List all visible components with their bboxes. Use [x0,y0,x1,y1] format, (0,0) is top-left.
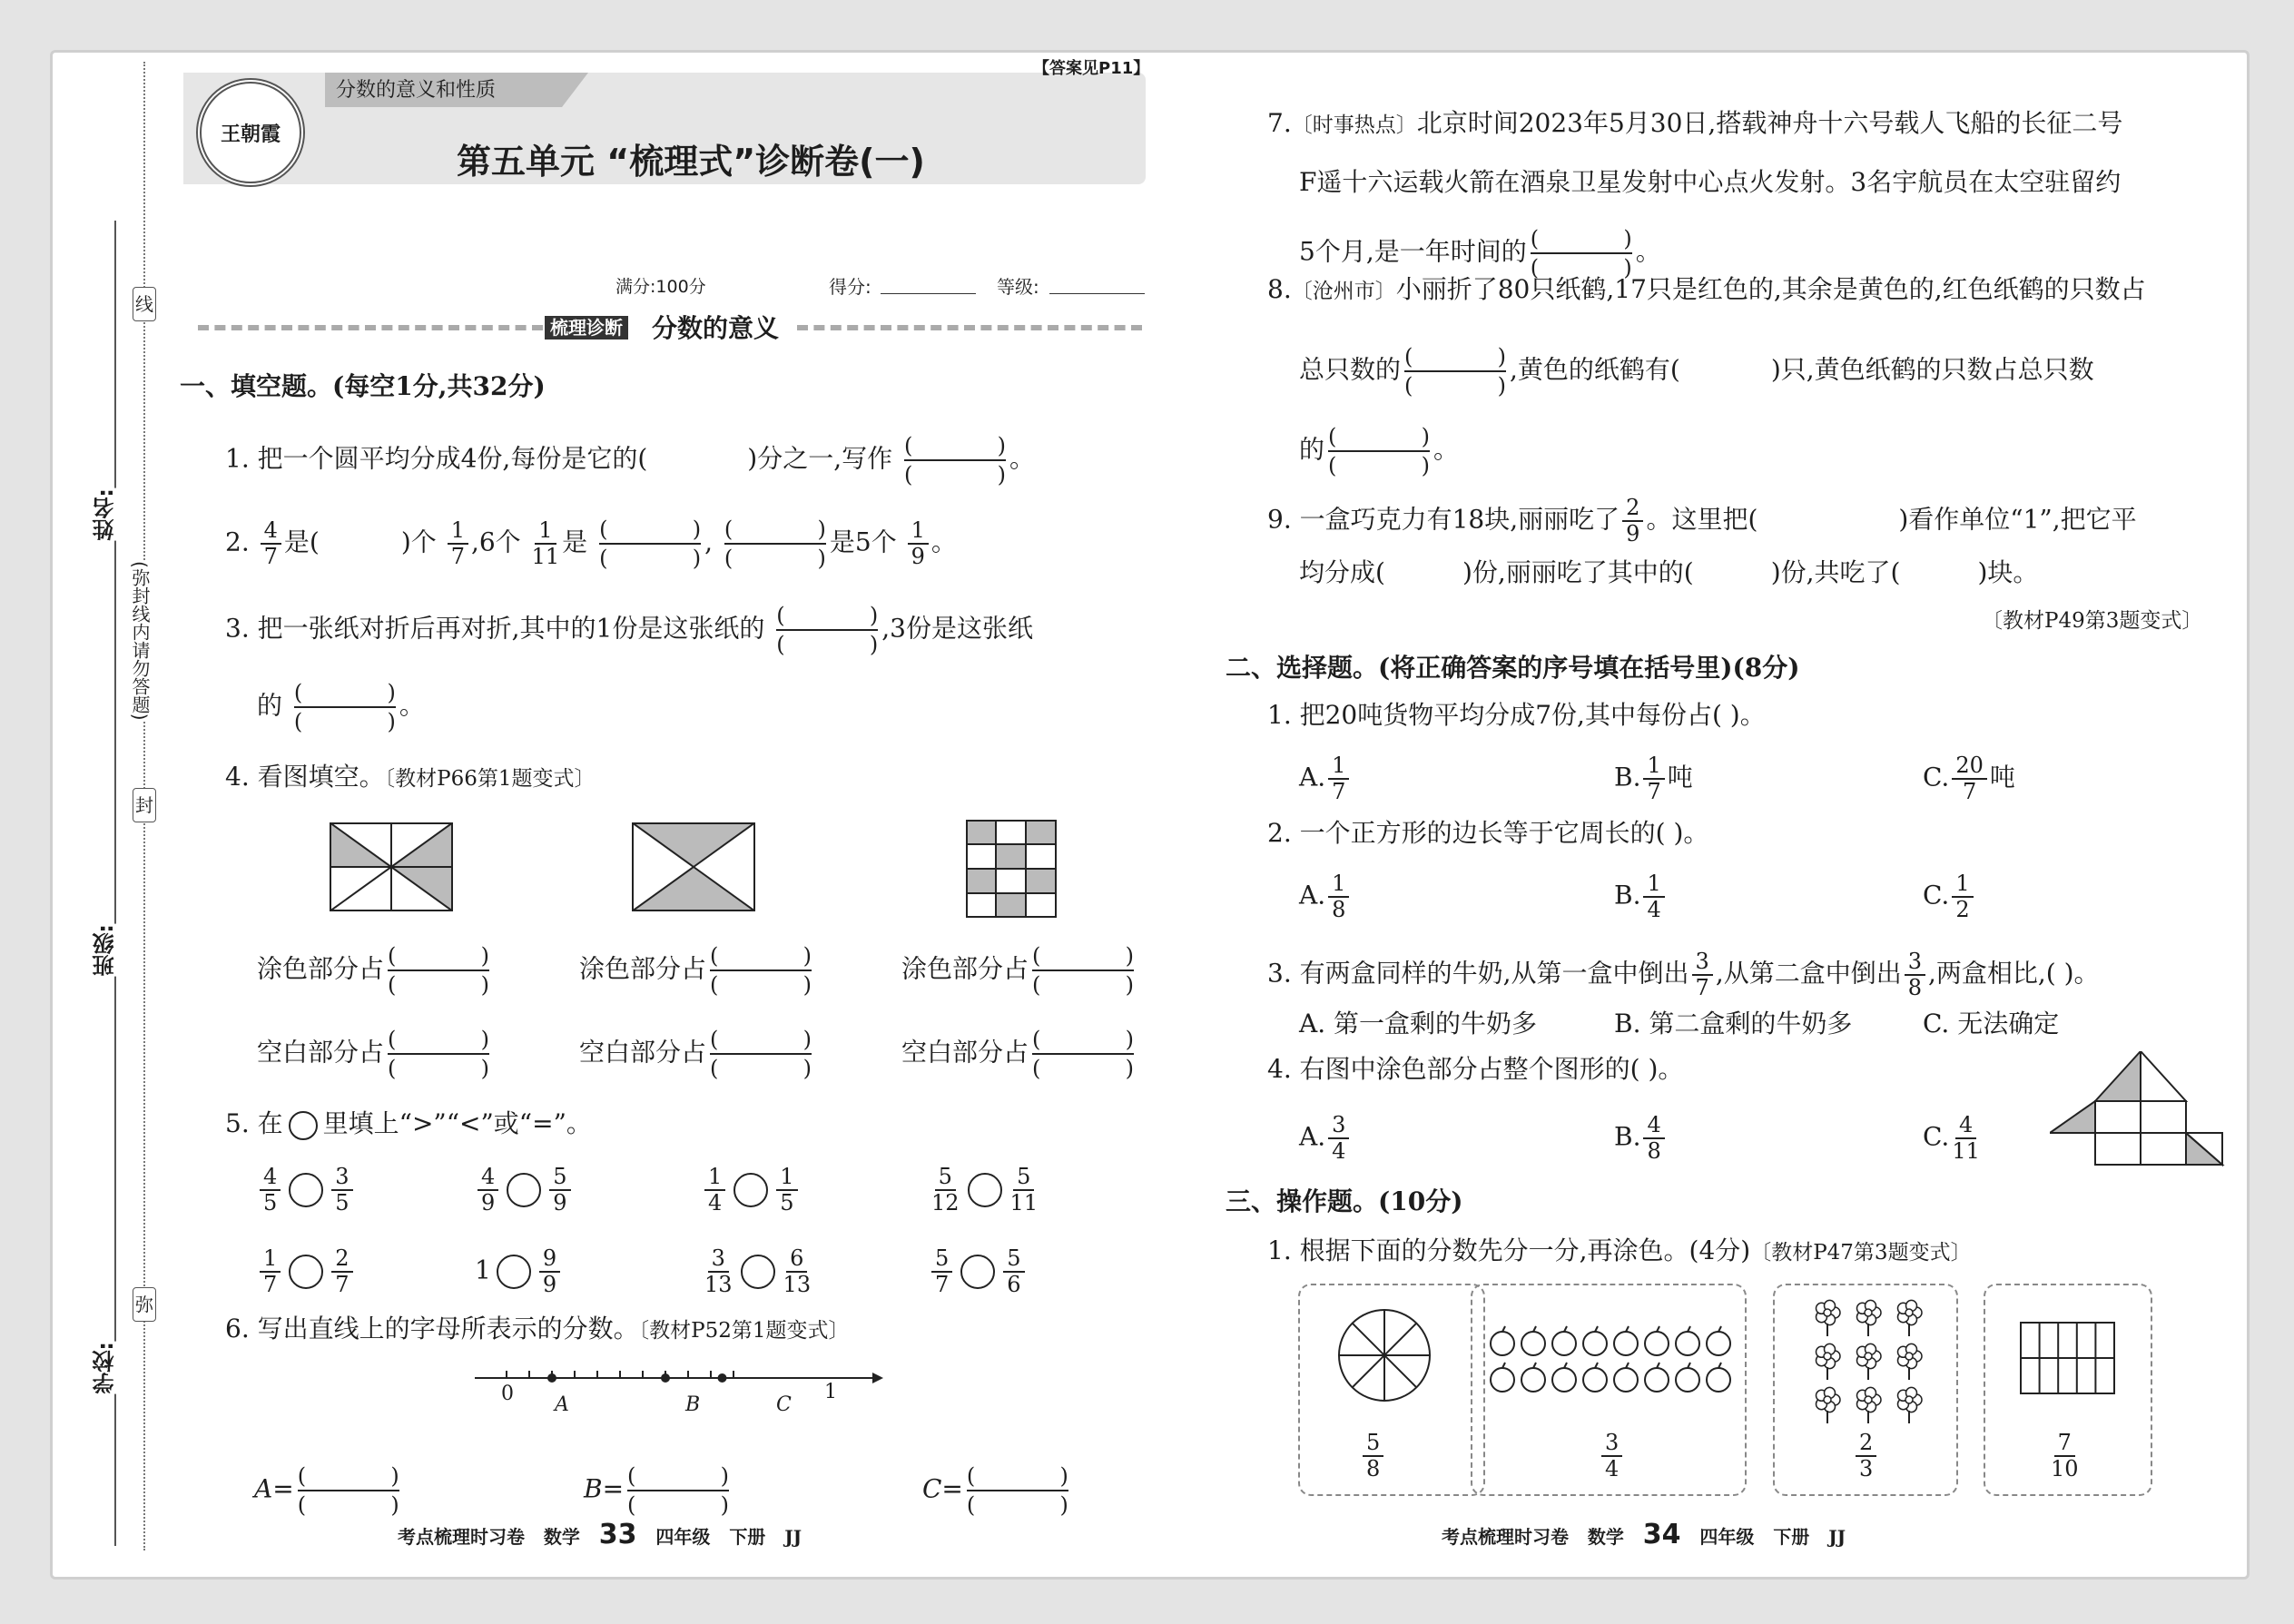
nl-A: A [555,1393,569,1416]
op-grid [2020,1322,2115,1394]
compare-circle[interactable] [289,1173,323,1207]
page-title: 第五单元 “梳理式”诊断卷(一) [457,142,925,182]
q2-frac3: $\frac{1}{11}$ [531,517,560,569]
op-circle [1334,1305,1434,1405]
q4-shaded-1: 涂色部分占 ( ) ( ) [257,943,490,998]
binding-xian: 线 [133,287,156,321]
q5-pair: $\frac{5}{12}$ $\frac{5}{11}$ [931,1164,1039,1216]
q3-blank1[interactable]: ( ) ( ) [776,603,879,657]
section-dashes-left [198,325,543,330]
q7-line1: 7.〔时事热点〕北京时间2023年5月30日,搭载神舟十六号载人飞船的长征二号 [1267,108,2123,138]
op-apples [1487,1324,1737,1398]
q9-frac: $\frac{2}{9}$ [1622,496,1643,546]
q4-figure-3 [966,820,1057,918]
circle-icon [289,1111,318,1140]
q6-ansB: B= ( ) ( ) [584,1463,730,1518]
flower-icon [1898,1343,1923,1380]
q5-pair: $\frac{3}{13}$ $\frac{6}{13}$ [704,1245,812,1297]
score-label: 得分: [829,276,871,298]
q2-frac2: $\frac{1}{7}$ [448,518,468,569]
q4-figure-1 [330,822,453,911]
section-tag-title: 分数的意义 [652,313,780,343]
op-frac-4: $\frac{7}{10}$ [2051,1430,2079,1481]
section-dashes-right [797,325,1142,330]
q8-blank1[interactable]: ( ) ( ) [1404,344,1507,399]
c4-q: 4. 右图中涂色部分占整个图形的( )。 [1267,1054,1684,1084]
binding-note: (弥封线内请勿答题) [129,561,151,721]
q6: 6. 写出直线上的字母所表示的分数。〔教材P52第1题变式〕 [225,1314,850,1343]
q2-frac4: $\frac{1}{9}$ [908,518,929,569]
exam-page [50,50,2250,1580]
q7-blank[interactable]: ( ) ( ) [1530,226,1632,281]
apple-icon [1491,1332,1514,1355]
c1-B: B. $\frac{1}{7}$ 吨 [1614,753,1693,804]
op-frac-2: $\frac{3}{4}$ [1599,1431,1625,1481]
apple-icon [1645,1332,1669,1355]
c4-B: B. $\frac{4}{8}$ [1614,1113,1668,1164]
q3: 3. 把一张纸对折后再对折,其中的1份是这张纸的 ( ) ( ) ,3份是这张纸 [225,603,1033,657]
nl-1: 1 [824,1381,837,1403]
q8-blank2[interactable]: ( ) ( ) [1328,424,1431,478]
q5-pair: 1 $\frac{9}{9}$ [475,1246,563,1297]
q2-frac1: $\frac{4}{7}$ [261,518,281,569]
binding-mi: 弥 [133,1287,156,1322]
grade-blank[interactable] [1049,293,1145,294]
apple-icon [1676,1332,1699,1355]
q8-line1: 8.〔沧州市〕小丽折了80只纸鹤,17只是红色的,其余是黄色的,红色纸鹤的只数占 [1267,274,2146,304]
footer-right: 考点梳理时习卷 数学 34 四年级 下册 JJ [1442,1519,1846,1550]
q8-line2: 总只数的 ( ) ( ) ,黄色的纸鹤有( )只,黄色纸鹤的只数占总只数 [1299,344,2094,399]
compare-circle[interactable] [733,1173,768,1207]
logo-text: 王朝霞 [220,123,281,146]
compare-circle[interactable] [960,1255,995,1289]
flower-icon [1816,1343,1841,1380]
q6-ref: 〔教材P52第1题变式〕 [638,1319,850,1343]
c3-A: A. 第一盒剩的牛奶多 [1299,1009,1538,1038]
flower-icon [1898,1300,1923,1336]
apple-icon [1614,1368,1638,1392]
q8-line3: 的 ( ) ( ) 。 [1299,424,1460,478]
q4-blank-3: 空白部分占 ( ) ( ) [901,1027,1135,1081]
q5: 5. 在 里填上“>”“<”或“=”。 [225,1108,592,1138]
c4-A: A. $\frac{3}{4}$ [1299,1113,1352,1164]
binding-name-label: 姓名: [89,488,122,541]
apple-icon [1552,1368,1576,1392]
q6-ansC: C= ( ) ( ) [922,1463,1068,1518]
flower-icon [1857,1300,1882,1336]
point-A [547,1373,556,1383]
c4-figure [2050,1051,2231,1169]
c4-C: C. $\frac{4}{11}$ [1923,1112,1980,1164]
number-line [475,1358,883,1422]
compare-circle[interactable] [497,1255,531,1289]
c3-B: B. 第二盒剩的牛奶多 [1614,1009,1853,1038]
q5-pair: $\frac{4}{9}$ $\frac{5}{9}$ [475,1165,574,1216]
q1-blank[interactable]: ( ) ( ) [904,433,1006,487]
q7-line3: 5个月,是一年时间的 ( ) ( ) 。 [1299,226,1661,281]
flower-icon [1857,1387,1882,1423]
binding-school-label: 学校: [89,1342,122,1394]
q9-line2: 均分成( )份,丽丽吃了其中的( )份,共吃了( )块。 [1299,557,2039,587]
apple-icon [1707,1368,1730,1392]
s2-title: 二、选择题。(将正确答案的序号填在括号里)(8分) [1226,653,1800,683]
nl-0: 0 [501,1383,514,1405]
apple-icon [1521,1368,1545,1392]
s3-q1: 1. 根据下面的分数先分一分,再涂色。(4分)〔教材P47第3题变式〕 [1267,1235,1972,1265]
q6-ansA: A= ( ) ( ) [254,1463,399,1518]
page-number-left: 33 [598,1519,637,1550]
q7-line2: F遥十六运载火箭在酒泉卫星发射中心点火发射。3名宇航员在太空驻留约 [1299,167,2122,197]
q4-ref: 〔教材P66第1题变式〕 [384,767,596,791]
nl-C: C [776,1393,792,1416]
c2-A: A. $\frac{1}{8}$ [1299,871,1352,922]
q4: 4. 看图填空。〔教材P66第1题变式〕 [225,762,596,792]
full-score: 满分:100分 [615,277,706,297]
flower-icon [1857,1343,1882,1380]
apple-icon [1521,1332,1545,1355]
header-ribbon-text: 分数的意义和性质 [336,79,497,102]
c1-q: 1. 把20吨货物平均分成7份,其中每份占( )。 [1267,700,1766,730]
s1-title: 一、填空题。(每空1分,共32分) [180,371,546,401]
q2-blank1[interactable]: ( ) ( ) [599,517,702,571]
apple-icon [1676,1368,1699,1392]
point-B [661,1373,670,1383]
q9-line1: 9. 一盒巧克力有18块,丽丽吃了 $\frac{2}{9}$ 。这里把( )看作单位“1”,把它平 [1267,495,2137,546]
compare-circle[interactable] [507,1173,541,1207]
section-tag: 梳理诊断 [545,316,628,340]
apple-icon [1552,1332,1576,1355]
q5-pair: $\frac{4}{5}$ $\frac{3}{5}$ [257,1165,356,1216]
binding-class-label: 班级: [89,924,122,977]
compare-circle[interactable] [289,1255,323,1289]
score-blank[interactable] [881,293,976,294]
q5-pair: $\frac{5}{7}$ $\frac{5}{6}$ [929,1246,1028,1297]
s3-title: 三、操作题。(10分) [1226,1186,1463,1216]
c2-C: C. $\frac{1}{2}$ [1923,871,1976,922]
q4-figure-2 [632,822,755,911]
q1-b: )分之一,写作 [747,443,893,474]
point-C [718,1373,727,1383]
op-frac-3: $\frac{2}{3}$ [1853,1431,1879,1481]
q1-a: 1. 把一个圆平均分成4份,每份是它的( [225,443,648,474]
footer-left: 考点梳理时习卷 数学 33 四年级 下册 JJ [398,1519,802,1550]
op-frac-1: $\frac{5}{8}$ [1360,1431,1386,1481]
c3-C: C. 无法确定 [1923,1009,2060,1038]
q9-ref: 〔教材P49第3题变式〕 [1982,609,2203,633]
q4-blank-2: 空白部分占 ( ) ( ) [579,1027,812,1081]
c1-A: A. $\frac{1}{7}$ [1299,753,1352,804]
q2-blank2[interactable]: ( ) ( ) [724,517,826,571]
logo-seal [196,78,305,187]
q1: 1. 把一个圆平均分成4份,每份是它的( )分之一,写作 ( ) ( ) 。 [225,433,1036,487]
flower-icon [1816,1300,1841,1336]
q4-shaded-3: 涂色部分占 ( ) ( ) [901,943,1135,998]
c1-C: C. $\frac{20}{7}$ 吨 [1923,753,2015,804]
nl-B: B [685,1393,701,1416]
flower-icon [1816,1387,1841,1423]
binding-feng: 封 [133,788,156,822]
apple-icon [1614,1332,1638,1355]
apple-icon [1645,1368,1669,1392]
apple-icon [1491,1368,1514,1392]
c3-q: 3. 有两盒同样的牛奶,从第一盒中倒出 $\frac{3}{7}$ ,从第二盒中倒出 $\frac{3}{8}$ ,两盒相比,( )。 [1267,949,2100,1000]
flower-icon [1898,1387,1923,1423]
apple-icon [1583,1368,1607,1392]
apple-icon [1707,1332,1730,1355]
page-number-right: 34 [1642,1519,1681,1550]
q4-blank-1: 空白部分占 ( ) ( ) [257,1027,490,1081]
op-flowers [1805,1293,1932,1429]
compare-circle[interactable] [741,1255,775,1289]
q3-line2: 的 ( ) ( ) 。 [257,680,425,734]
grade-label: 等级: [997,276,1039,298]
q3-blank2[interactable]: ( ) ( ) [293,680,396,734]
answer-ref: 【答案见P11】 [1033,59,1150,78]
apple-icon [1583,1332,1607,1355]
q4-shaded-2: 涂色部分占 ( ) ( ) [579,943,812,998]
c2-q: 2. 一个正方形的边长等于它周长的( )。 [1267,818,1709,848]
q2: 2. $\frac{4}{7}$ 是( )个 $\frac{1}{7}$ ,6个 $\frac{1}{11}$ 是 ( ) ( ) , ( ) ( ) 是5个 $\frac{1}{9}$ 。 [225,517,957,571]
q5-pair: $\frac{1}{7}$ $\frac{2}{7}$ [257,1246,356,1297]
compare-circle[interactable] [968,1173,1002,1207]
c2-B: B. $\frac{1}{4}$ [1614,871,1668,922]
q5-pair: $\frac{1}{4}$ $\frac{1}{5}$ [702,1165,801,1216]
